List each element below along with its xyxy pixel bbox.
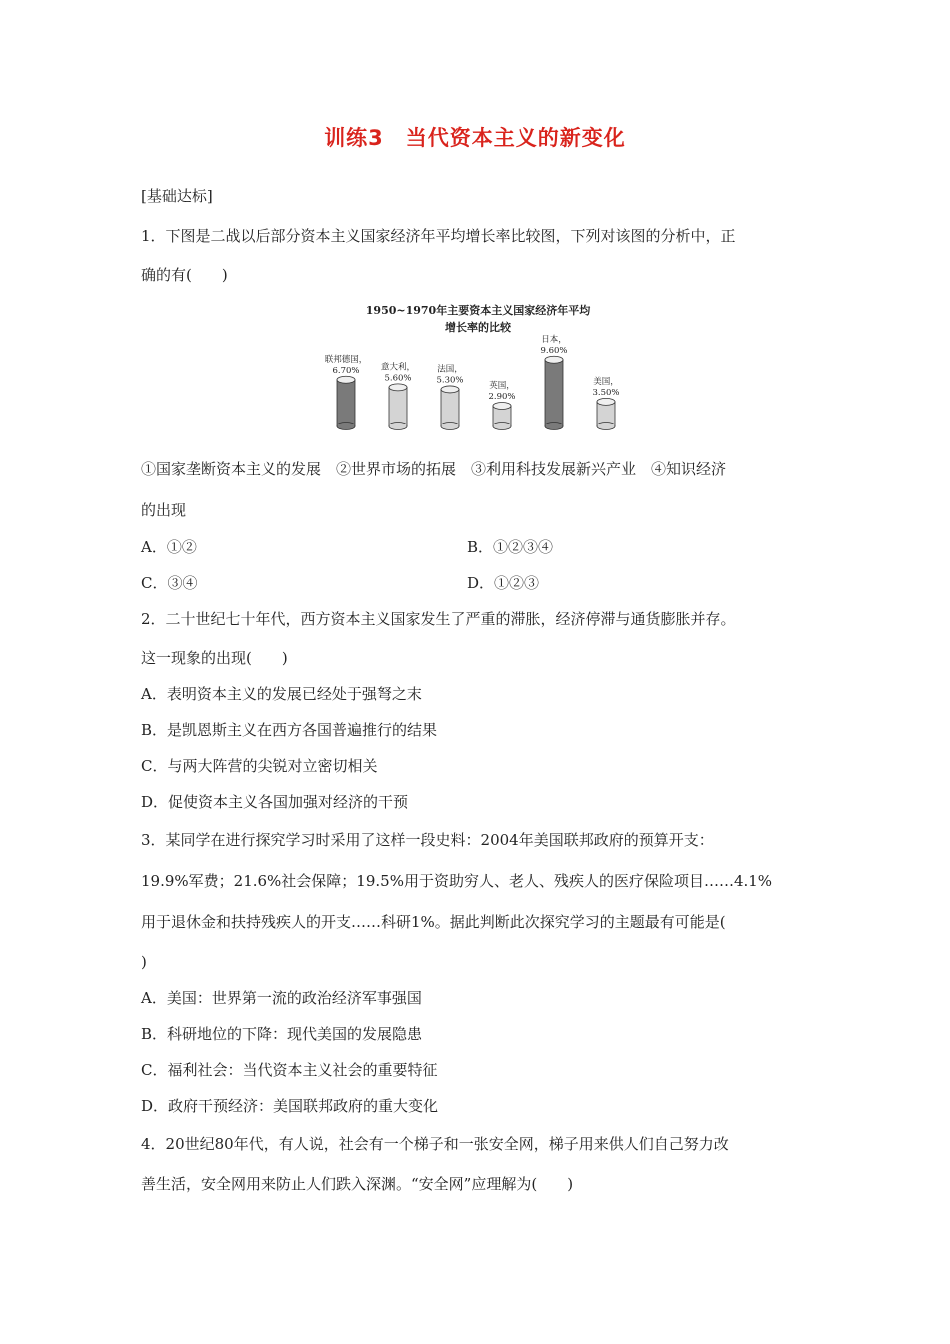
chart-bar <box>441 386 459 430</box>
chart-title-line2: 增长率的比较 <box>445 321 511 334</box>
q2-option-c: C．与两大阵营的尖锐对立密切相关 <box>141 757 378 775</box>
chart-bar <box>337 376 355 429</box>
bar-country-label: 法国， <box>437 364 463 375</box>
q3-stem-line2: 19.9%军费；21.6%社会保障；19.5%用于资助穷人、老人、残疾人的医疗保险项目……4.1% <box>141 872 773 890</box>
q2-stem-line2: 这一现象的出现( ) <box>141 649 288 667</box>
page-title: 训练3 当代资本主义的新变化 <box>324 126 626 150</box>
q1-items-line2: 的出现 <box>141 501 187 519</box>
chart-bar <box>389 384 407 430</box>
bar-country-label: 意大利， <box>380 362 416 373</box>
q1-option-d: D．①②③ <box>467 574 540 592</box>
q1-stem-line2: 确的有( ) <box>141 266 228 284</box>
bar-country-label: 英国， <box>489 380 515 391</box>
q1-option-a: A．①② <box>141 538 197 556</box>
bar-value-label: 5.30% <box>436 375 464 386</box>
q4-stem-line1: 4．20世纪80年代，有人说，社会有一个梯子和一张安全网，梯子用来供人们自己努力改 <box>141 1135 729 1153</box>
q1-option-c: C．③④ <box>141 574 198 592</box>
q2-option-b: B．是凯恩斯主义在西方各国普遍推行的结果 <box>141 721 438 739</box>
bar-country-label: 日本， <box>541 334 567 345</box>
bar-country-label: 联邦德国， <box>324 354 368 365</box>
q3-option-a: A．美国：世界第一流的政治经济军事强国 <box>141 989 422 1007</box>
chart-bar <box>597 398 615 429</box>
bar-value-label: 2.90% <box>488 391 516 402</box>
q3-stem-line3: 用于退休金和扶持残疾人的开支……科研1%。据此判断此次探究学习的主题最有可能是( <box>141 913 726 931</box>
q3-stem-line1: 3．某同学在进行探究学习时采用了这样一段史料：2004年美国联邦政府的预算开支： <box>141 831 714 849</box>
growth-rate-chart <box>318 298 638 438</box>
q1-option-b: B．①②③④ <box>467 538 554 556</box>
q3-stem-line4: ) <box>141 953 147 971</box>
q3-option-b: B．科研地位的下降：现代美国的发展隐患 <box>141 1025 423 1043</box>
q3-option-c: C．福利社会：当代资本主义社会的重要特征 <box>141 1061 438 1079</box>
bar-value-label: 3.50% <box>592 387 620 398</box>
q4-stem-line2: 善生活，安全网用来防止人们跌入深渊。“安全网”应理解为( ) <box>141 1175 574 1193</box>
bar-value-label: 5.60% <box>384 373 412 384</box>
bar-value-label: 6.70% <box>332 365 360 376</box>
q3-option-d: D．政府干预经济：美国联邦政府的重大变化 <box>141 1097 439 1115</box>
q2-stem-line1: 2．二十世纪七十年代，西方资本主义国家发生了严重的滞胀，经济停滞与通货膨胀并存。 <box>141 610 736 628</box>
chart-title-line1: 1950~1970年主要资本主义国家经济年平均 <box>365 304 591 317</box>
section-label: [基础达标] <box>141 187 213 205</box>
bar-value-label: 9.60% <box>540 345 568 356</box>
q2-option-a: A．表明资本主义的发展已经处于强弩之末 <box>141 685 422 703</box>
bar-country-label: 美国， <box>593 376 619 387</box>
q1-items-line1: ①国家垄断资本主义的发展 ②世界市场的拓展 ③利用科技发展新兴产业 ④知识经济 <box>141 460 727 478</box>
chart-bar <box>493 402 511 429</box>
q1-stem-line1: 1．下图是二战以后部分资本主义国家经济年平均增长率比较图，下列对该图的分析中，正 <box>141 227 736 245</box>
q2-option-d: D．促使资本主义各国加强对经济的干预 <box>141 793 409 811</box>
chart-bar <box>545 356 563 429</box>
